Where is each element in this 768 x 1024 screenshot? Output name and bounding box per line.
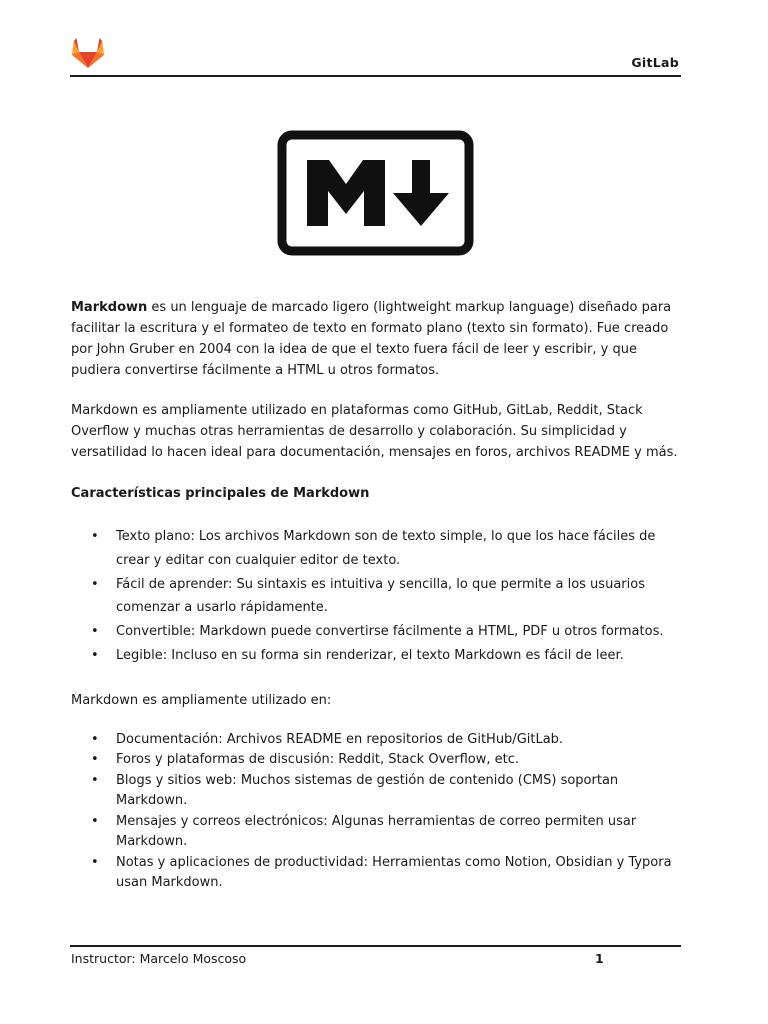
features-list	[71, 525, 683, 668]
footer-instructor: Instructor: Marcelo Moscoso	[71, 951, 247, 966]
list-item: • Fácil de aprender: Su sintaxis es intuitiva y sencilla, lo que permite a los usuarios comenzar a usarlo rápidamente.	[71, 573, 683, 620]
footer-divider	[70, 945, 681, 947]
bullet-icon: •	[91, 624, 99, 639]
list-item: • Mensajes y correos electrónicos: Algunas herramientas de correo permiten usar Markdown.	[91, 813, 637, 849]
bullet-icon: •	[91, 854, 99, 870]
list-item: • Documentación: Archivos README en repositorios de GitHub/GitLab.	[71, 730, 683, 751]
page-number: 1	[595, 951, 604, 966]
header-divider	[70, 75, 681, 77]
intro-text: es un lenguaje de marcado ligero (lightweight markup language) diseñado para facilitar la escritura y el formateo de texto en formato plano (texto sin formato). Fue creado por John Gruber en 2004 con la idea de que el texto fuera fácil de leer y escribir, y que pudiera convertirse fácilmente a HTML u otros formatos.	[71, 300, 672, 378]
list-item: • Legible: Incluso en su forma sin renderizar, el texto Markdown es fácil de leer.	[71, 644, 683, 668]
bullet-icon: •	[91, 772, 99, 788]
bullet-icon: •	[91, 731, 99, 747]
bullet-icon: •	[91, 813, 99, 829]
list-item: • Blogs y sitios web: Muchos sistemas de gestión de contenido (CMS) soportan Markdown.	[91, 772, 619, 808]
brand-name: GitLab	[631, 55, 679, 70]
bullet-icon: •	[91, 529, 99, 544]
markdown-logo-icon	[277, 130, 474, 256]
features-heading: Características principales de Markdown	[71, 486, 370, 501]
usage-paragraph: Markdown es ampliamente utilizado en plataformas como GitHub, GitLab, Reddit, Stack Overflow y muchas otras herramientas de desarrollo y colaboración. Su simplicidad y versatilidad lo hacen ideal para documentación, mensajes en foros, archivos README y más.	[71, 403, 678, 460]
gitlab-fox-logo-icon	[70, 35, 106, 71]
page-header	[70, 30, 681, 76]
bullet-icon: •	[91, 648, 99, 663]
list-item: • Texto plano: Los archivos Markdown son de texto simple, lo que los hace fáciles de crear y editar con cualquier editor de texto.	[71, 525, 683, 572]
bullet-icon: •	[91, 752, 99, 767]
list-item: • Foros y plataformas de discusión: Reddit, Stack Overflow, etc.	[71, 750, 683, 771]
uses-list	[71, 730, 683, 894]
list-item: • Notas y aplicaciones de productividad: Herramientas como Notion, Obsidian y Typora usan Markdown.	[91, 854, 672, 890]
document-body	[71, 297, 683, 894]
intro-paragraph	[71, 297, 683, 381]
uses-intro: Markdown es ampliamente utilizado en:	[71, 692, 332, 708]
bullet-icon: •	[91, 576, 99, 592]
intro-term: Markdown	[71, 300, 148, 315]
list-item: • Convertible: Markdown puede convertirse fácilmente a HTML, PDF u otros formatos.	[71, 620, 683, 644]
